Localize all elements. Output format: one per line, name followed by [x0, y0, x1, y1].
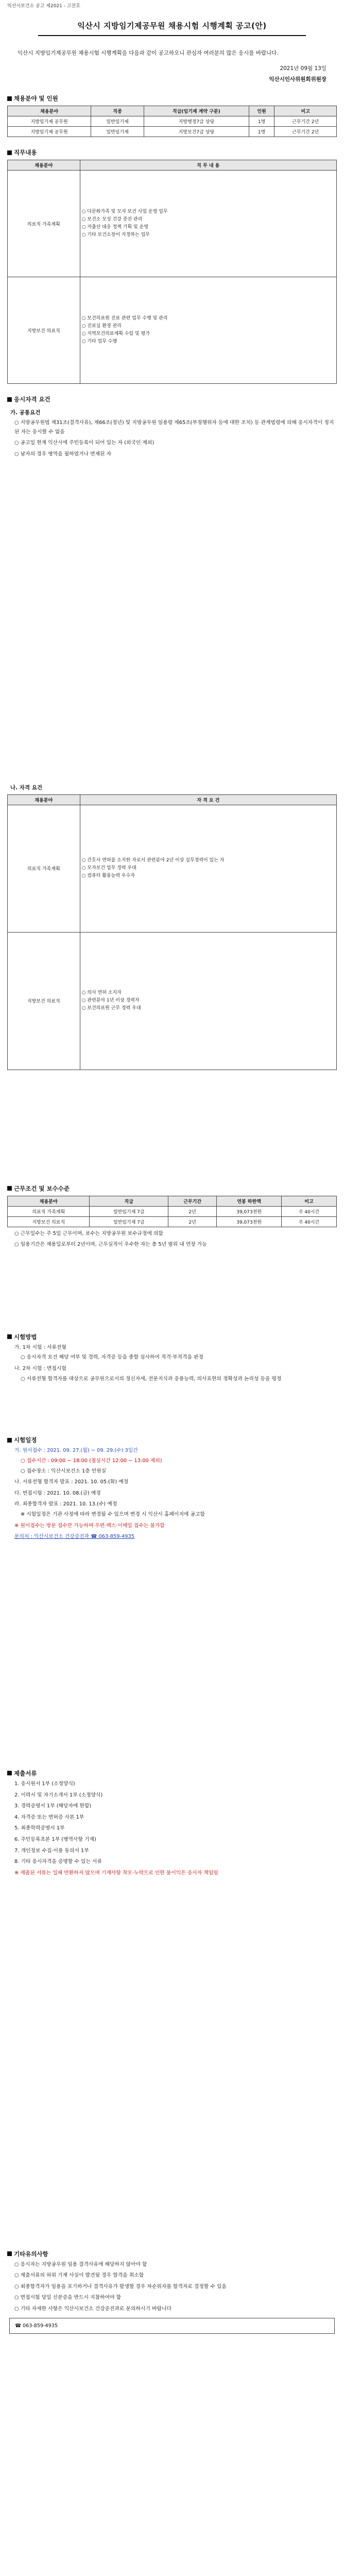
section-5-title: 시험방법	[14, 1333, 37, 1341]
document-item: 8. 기타 응시자격을 증명할 수 있는 서류	[14, 1859, 102, 1865]
exam-method-spacer	[7, 1383, 337, 1425]
intro-paragraph: 익산시 지방임기제공무원 채용시험 시행계획을 다음과 같이 공고하오니 관심자 여러분의 많은 응시를 바랍니다.	[18, 50, 279, 56]
table-header-row	[8, 106, 337, 116]
document-item: 2. 이력서 및 자기소개서 1부 (소정양식)	[14, 1792, 103, 1798]
table-cell: 39,073천원	[217, 1206, 282, 1216]
section-2-title: 직무내용	[14, 149, 37, 157]
table-header: 비고	[282, 1196, 337, 1206]
document-item: 4. 자격증 또는 면허증 사본 1부	[14, 1814, 84, 1820]
table-cell: 지방임기제 공무원	[8, 116, 91, 127]
square-bullet-icon	[7, 96, 12, 101]
table-row	[8, 1206, 337, 1216]
table-cell: 39,073천원	[217, 1216, 282, 1227]
document-item: 6. 주민등록초본 1부 (병역사항 기재)	[14, 1837, 96, 1843]
salary-note: ○ 근무일수는 주 5일 근무이며, 보수는 지방공무원 보수규정에 의함	[14, 1230, 163, 1236]
table-cell: 지방행정7급 상당	[144, 116, 249, 127]
contact-phone: ☎ 063-859-4935	[15, 2323, 58, 2329]
section-3-heading	[7, 395, 337, 403]
table-header: 직 무 내 용	[80, 160, 336, 171]
requirement-body-spacer	[7, 459, 337, 778]
notice-item: ○ 기타 자세한 사항은 익산시보건소 건강증진과로 문의하시기 바랍니다	[14, 2306, 171, 2312]
qualification-notes-spacer	[7, 1070, 337, 1173]
title-underline	[38, 35, 306, 36]
table-cell: 의료직 가족계획	[8, 171, 80, 277]
section-7-heading	[7, 1769, 337, 1777]
section-4-title: 근무조건 및 보수수준	[14, 1184, 70, 1192]
notice-item: ○ 면접시험 당일 신분증을 반드시 지참하여야 함	[14, 2295, 122, 2301]
table-header: 직급	[90, 1196, 168, 1206]
table-header-row	[8, 794, 337, 805]
exam-method-line: 가. 1차 시험 : 서류전형	[14, 1344, 66, 1350]
table-header: 인원	[249, 106, 274, 116]
section-3-title: 응시자격 요건	[14, 396, 50, 403]
square-bullet-icon	[7, 1771, 12, 1775]
schedule-line: 다. 면접시험 : 2021. 10. 08.(금) 예정	[14, 1490, 101, 1496]
table-row	[8, 932, 337, 1070]
notice-item: ○ 응시자는 지방공무원 임용 결격사유에 해당하지 않아야 함	[14, 2261, 147, 2267]
table-header-row	[8, 1196, 337, 1206]
requirement-item: ○ 남자의 경우 병역을 필하였거나 면제된 자	[14, 451, 112, 457]
section-5-heading	[7, 1333, 337, 1341]
table-cell: 의료직 가족계획	[8, 805, 80, 932]
table-cell: 1명	[249, 127, 274, 137]
table-cell: ○ 다문화가족 및 모자 보건 사업 운영 업무 ○ 보건소 모성 건강 증진 관리 ○ 저출산 대응 정책 기획 및 운영 ○ 기타 보건소장이 지정하는 업무	[80, 171, 336, 277]
document-number: 익산시보건소 공고 제2021 - 고잔호	[7, 4, 80, 9]
table-header: 자 격 요 건	[80, 794, 336, 805]
schedule-details-spacer	[7, 1541, 337, 1758]
section-4-heading	[7, 1184, 337, 1193]
notice-issuer: 익산시인사위원회위원장	[269, 76, 326, 83]
square-bullet-icon	[7, 1186, 12, 1191]
table-header: 채용분야	[8, 160, 80, 171]
schedule-line: ○ 접수시간 : 09:00 ~ 18:00 (점심시간 12:00 ~ 13:00 제외)	[21, 1458, 162, 1464]
section-1-heading	[7, 94, 337, 103]
table-cell: ○ 간호사 면허를 소지한 자로서 관련분야 2년 이상 실무경력이 있는 자 ○ 모자보건 업무 경력 우대 ○ 컴퓨터 활용능력 우수자	[80, 805, 336, 932]
table-cell: 일반임기제	[91, 127, 144, 137]
table-cell: 지방보건7급 상당	[144, 127, 249, 137]
notice-date: 2021년 09월 13일	[280, 65, 326, 72]
contact-box	[9, 2318, 335, 2334]
table-cell: 지방보건 의료직	[8, 1216, 90, 1227]
table-cell: 2년	[168, 1216, 217, 1227]
contact-info: 문의처 : 익산시보건소 건강증진과 ☎ 063-859-4935	[14, 1534, 134, 1540]
table-header: 직급(임기제 계약 구분)	[144, 106, 249, 116]
table-row	[8, 171, 337, 277]
table-header: 비고	[274, 106, 337, 116]
exam-method-line: ○ 응시자격 요건 해당 여부 및 경력, 자격증 등을 종합 심사하여 적격·부적격을 판정	[21, 1354, 203, 1361]
recruitment-table	[7, 106, 337, 137]
document-header	[7, 2, 337, 9]
documents-spacer	[7, 1878, 337, 2239]
table-cell: 지방보건 의료직	[8, 932, 80, 1070]
notice-title: 익산시 지방임기제공무원 채용시험 시행계획 공고(안)	[77, 21, 267, 30]
exam-method-line: ○ 서류전형 합격자를 대상으로 공무원으로서의 정신자세, 전문지식과 응용능력, 의사표현의 정확성과 논리성 등을 평정	[21, 1376, 282, 1382]
table-header-row	[8, 160, 337, 171]
square-bullet-icon	[7, 397, 12, 402]
subsection-title: 가. 공통요건	[10, 410, 41, 416]
schedule-line: 라. 최종합격자 발표 : 2021. 10. 13.(수) 예정	[14, 1501, 117, 1507]
table-cell: 지방임기제 공무원	[8, 127, 91, 137]
schedule-line: ※ 시험일정은 기관 사정에 따라 변경될 수 있으며 변경 시 익산시 홈페이지에 공고함	[21, 1512, 205, 1518]
section-6-heading	[7, 1436, 337, 1444]
square-bullet-icon	[7, 1334, 12, 1339]
table-cell: 일반임기제 7급	[90, 1216, 168, 1227]
table-header: 직종	[91, 106, 144, 116]
document-item: 7. 개인정보 수집·이용 동의서 1부	[14, 1848, 89, 1854]
section-1-title: 채용분야 및 인원	[14, 95, 58, 103]
table-row	[8, 1216, 337, 1227]
table-header: 연봉 하한액	[217, 1196, 282, 1206]
document-note: ※ 제출된 서류는 일체 반환하지 않으며 기재사항 착오·누락으로 인한 불이익은 응시자 책임임	[14, 1870, 218, 1876]
section-6-title: 시험일정	[14, 1436, 37, 1444]
table-header: 채용분야	[8, 794, 80, 805]
square-bullet-icon	[7, 1438, 12, 1443]
square-bullet-icon	[7, 150, 12, 155]
table-cell: 일반임기제	[91, 116, 144, 127]
table-cell: 주 40시간	[282, 1206, 337, 1216]
exam-method-line: 나. 2차 시험 : 면접시험	[14, 1366, 66, 1372]
table-cell: ○ 보건의료원 진료 관련 업무 수행 및 관리 ○ 진료실 환경 관리 ○ 지역보건의료계획 수립 및 평가 ○ 기타 업무 수행	[80, 277, 336, 384]
table-cell: 근무기간 2년	[274, 127, 337, 137]
document-item: 1. 응시원서 1부 (소정양식)	[14, 1781, 75, 1787]
document-item: 3. 경력증명서 1부 (해당자에 한함)	[14, 1803, 92, 1809]
table-cell: ○ 의사 면허 소지자 ○ 관련분야 1년 이상 경력자 ○ 보건의료원 근무 경력 우대	[80, 932, 336, 1070]
schedule-line: 나. 서류전형 합격자 발표 : 2021. 10. 05.(화) 예정	[14, 1479, 129, 1485]
table-row	[8, 116, 337, 127]
salary-table	[7, 1196, 337, 1227]
table-row	[8, 277, 337, 384]
subsection-title: 나. 자격 요건	[10, 784, 43, 791]
requirement-item: ○ 지방공무원법 제31조(결격사유), 제66조(정년) 및 지방공무원 임용령 제65조(부정행위자 등에 대한 조치) 등 관계법령에 의해 응시자격이 정지된 자는 응시할 수 없음	[14, 420, 334, 435]
table-cell: 주 40시간	[282, 1216, 337, 1227]
section-2-heading	[7, 148, 337, 157]
salary-notes-spacer	[7, 1249, 337, 1321]
table-cell: 지방보건 의료직	[8, 277, 80, 384]
schedule-warning: ※ 원서접수는 방문 접수만 가능하며 우편·팩스·이메일 접수는 불가함	[14, 1522, 165, 1529]
notice-item: ○ 제출서류의 허위 기재 사실이 발견될 경우 합격을 취소함	[14, 2273, 144, 2279]
table-cell: 의료직 가족계획	[8, 1206, 90, 1216]
table-header: 채용분야	[8, 1196, 90, 1206]
table-cell: 2년	[168, 1206, 217, 1216]
requirement-item: ○ 공고일 현재 익산시에 주민등록이 되어 있는 자 (외국인 제외)	[14, 440, 154, 446]
section-8-heading	[7, 2250, 337, 2258]
schedule-line: ○ 접수장소 : 익산시보건소 1층 민원실	[21, 1468, 107, 1474]
qualification-table	[7, 794, 337, 1070]
table-row	[8, 805, 337, 932]
table-cell: 근무기간 2년	[274, 116, 337, 127]
notice-item: ○ 최종합격자가 임용을 포기하거나 결격사유가 발생할 경우 차순위자를 합격자로 결정할 수 있음	[14, 2283, 227, 2290]
table-header: 근무기간	[168, 1196, 217, 1206]
table-row	[8, 127, 337, 137]
table-cell: 일반임기제 7급	[90, 1206, 168, 1216]
document-item: 5. 최종학력증명서 1부	[14, 1825, 65, 1832]
salary-note: ○ 임용기간은 채용일로부터 2년이며, 근무실적이 우수한 자는 총 5년 범위 내 연장 가능	[14, 1242, 207, 1248]
table-header: 채용분야	[8, 106, 91, 116]
duties-table	[7, 160, 337, 384]
square-bullet-icon	[7, 2251, 12, 2256]
section-8-title: 기타유의사항	[14, 2250, 48, 2258]
section-7-title: 제출서류	[14, 1769, 37, 1777]
schedule-line: 가. 원서접수 : 2021. 09. 27.(월) ~ 09. 29.(수) 3일간	[14, 1448, 138, 1454]
table-cell: 1명	[249, 116, 274, 127]
